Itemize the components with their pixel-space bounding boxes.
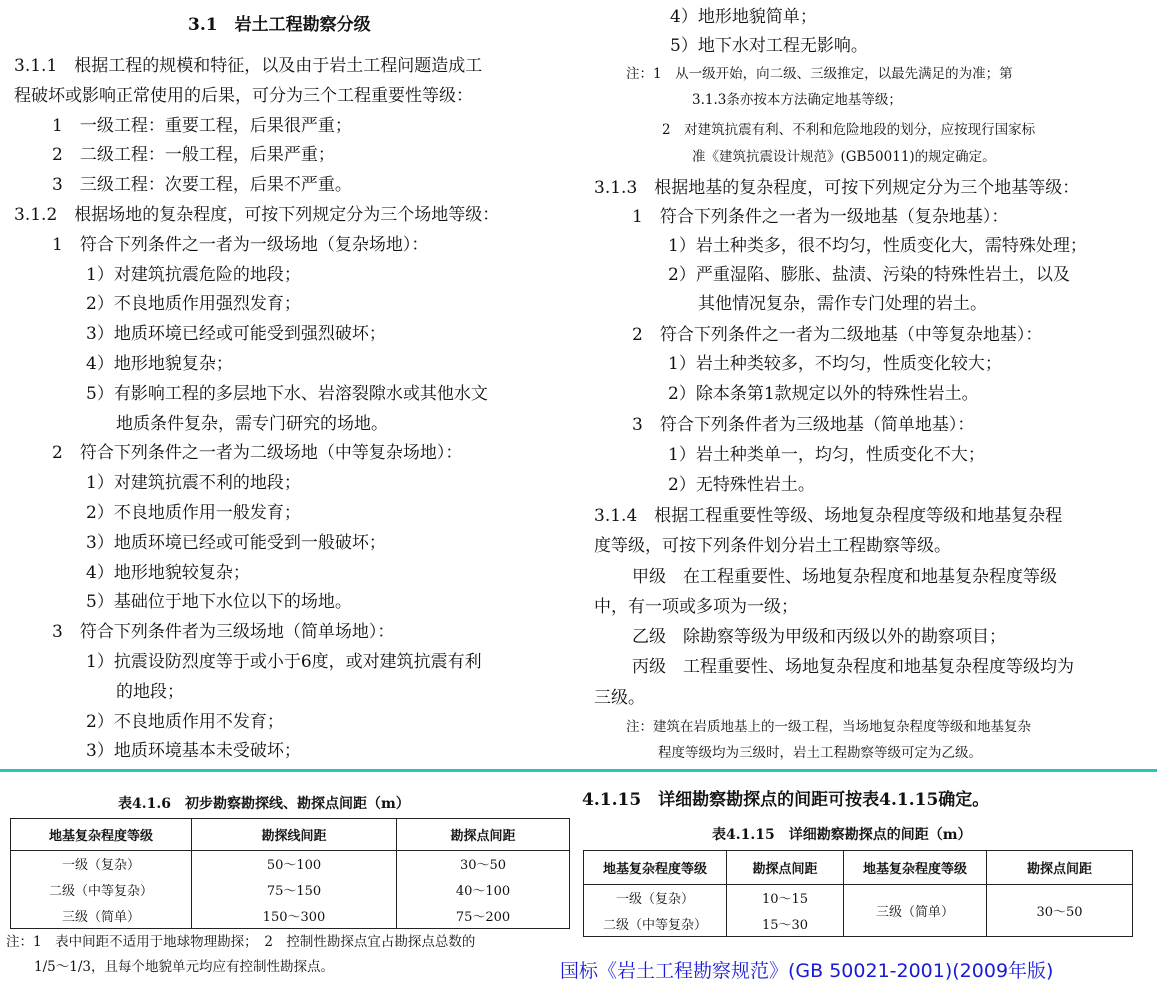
table-416-note: 1/5～1/3，且每个地貌单元均应有控制性勘探点。	[34, 959, 334, 975]
text-line: 1）抗震设防烈度等于或小于6度，或对建筑抗震有利	[86, 652, 482, 672]
source-footer: 国标《岩土工程勘察规范》(GB 50021-2001)(2009年版)	[560, 960, 1054, 982]
note-line: 2 对建筑抗震有利、不利和危险地段的划分，应按现行国家标	[662, 122, 1036, 138]
text-line: 3 符合下列条件者为三级地基（简单地基）：	[632, 415, 975, 435]
text-line: 3.1.3 根据地基的复杂程度，可按下列规定分为三个地基等级：	[594, 178, 1080, 198]
text-line: 1 一级工程：重要工程，后果很严重；	[52, 115, 352, 136]
table-416-cell: 一级（复杂）	[11, 851, 192, 877]
table-416-note: 注：1 表中间距不适用于地球物理勘探； 2 控制性勘探点宜占勘探点总数的	[6, 934, 476, 950]
text-line: 5）有影响工程的多层地下水、岩溶裂隙水或其他水文	[86, 383, 488, 404]
text-line: 2）无特殊性岩土。	[668, 475, 815, 495]
section-title: 3.1 岩土工程勘察分级	[188, 15, 371, 35]
text-line: 5）地下水对工程无影响。	[670, 36, 868, 56]
table-416-cell: 75～150	[192, 877, 397, 903]
text-line: 3.1.2 根据场地的复杂程度，可按下列规定分为三个场地等级：	[14, 205, 500, 225]
text-line: 2 二级工程：一般工程，后果严重；	[52, 145, 335, 166]
text-line: 2）不良地质作用一般发育；	[86, 503, 301, 523]
text-line: 程破坏或影响正常使用的后果，可分为三个工程重要性等级：	[14, 85, 473, 106]
section-divider	[0, 769, 1157, 772]
text-line: 2）不良地质作用强烈发育；	[86, 294, 301, 315]
table-4115-header: 勘探点间距	[987, 851, 1133, 885]
note-line: 准《建筑抗震设计规范》(GB50011)的规定确定。	[692, 149, 996, 165]
note-line: 注：建筑在岩质地基上的一级工程，当场地复杂程度等级和地基复杂	[626, 719, 1031, 735]
table-4115-header: 地基复杂程度等级	[584, 851, 727, 885]
text-line: 地质条件复杂，需专门研究的场地。	[116, 413, 388, 434]
text-line: 3.1.1 根据工程的规模和特征，以及由于岩土工程问题造成工	[14, 56, 483, 76]
text-line: 1 符合下列条件之一者为一级场地（复杂场地）：	[52, 234, 429, 255]
table-4115-header: 勘探点间距	[727, 851, 844, 885]
table-416-cell: 40～100	[397, 877, 570, 903]
text-line: 1）岩土种类较多，不均匀，性质变化较大；	[668, 354, 1002, 374]
table-416-cell: 75～200	[397, 903, 570, 929]
table-4115-cell: 三级（简单）	[844, 885, 987, 937]
text-line: 1 符合下列条件之一者为一级地基（复杂地基）：	[632, 207, 1009, 227]
text-line: 1）岩土种类单一，均匀，性质变化不大；	[668, 445, 985, 465]
text-line: 4）地形地貌简单；	[670, 7, 817, 27]
clause-4-1-15: 4.1.15 详细勘察勘探点的间距可按表4.1.15确定。	[582, 790, 990, 810]
table-416-cell: 三级（简单）	[11, 903, 192, 929]
text-line: 3.1.4 根据工程重要性等级、场地复杂程度等级和地基复杂程	[594, 506, 1063, 526]
text-line: 3）地质环境已经或可能受到一般破坏；	[86, 532, 386, 553]
text-line: 中，有一项或多项为一级；	[594, 597, 798, 617]
table-416-cell: 30～50	[397, 851, 570, 877]
table-4115-cell: 一级（复杂）	[584, 885, 727, 911]
text-line: 三级。	[594, 688, 645, 708]
text-line: 乙级 除勘察等级为甲级和丙级以外的勘察项目；	[632, 627, 1006, 647]
table-416-cell: 150～300	[192, 903, 397, 929]
text-line: 3 三级工程：次要工程，后果不严重。	[52, 175, 352, 196]
text-line: 1）岩土种类多，很不均匀，性质变化大，需特殊处理；	[668, 236, 1087, 256]
text-line: 其他情况复杂，需作专门处理的岩土。	[698, 294, 987, 314]
text-line: 5）基础位于地下水位以下的场地。	[86, 592, 352, 613]
text-line: 2）严重湿陷、膨胀、盐渍、污染的特殊性岩土，以及	[668, 265, 1070, 285]
text-line: 4）地形地貌复杂；	[86, 354, 233, 374]
table-4115-header: 地基复杂程度等级	[844, 851, 987, 885]
text-line: 的地段；	[116, 681, 184, 702]
table-4115-cell: 30～50	[987, 885, 1133, 937]
table-4115-caption: 表4.1.15 详细勘察勘探点的间距（m）	[712, 827, 972, 843]
table-416-header: 勘探线间距	[192, 819, 397, 851]
table-4115-cell: 10～15	[727, 885, 844, 911]
text-line: 3 符合下列条件者为三级场地（简单场地）：	[52, 622, 395, 643]
text-line: 1）对建筑抗震危险的地段；	[86, 264, 301, 285]
note-line: 3.1.3条亦按本方法确定地基等级；	[692, 92, 902, 108]
table-4115-cell: 15～30	[727, 911, 844, 937]
text-line: 2）不良地质作用不发育；	[86, 711, 284, 732]
table-416	[10, 818, 570, 929]
table-416-header: 地基复杂程度等级	[11, 819, 192, 851]
text-line: 丙级 工程重要性、场地复杂程度和地基复杂程度等级均为	[632, 657, 1074, 677]
table-416-cell: 二级（中等复杂）	[11, 877, 192, 903]
table-4115-cell: 二级（中等复杂）	[584, 911, 727, 937]
table-416-cell: 50～100	[192, 851, 397, 877]
table-416-caption: 表4.1.6 初步勘察勘探线、勘探点间距（m）	[118, 796, 410, 812]
text-line: 3）地质环境已经或可能受到强烈破坏；	[86, 324, 386, 345]
text-line: 4）地形地貌较复杂；	[86, 562, 250, 583]
text-line: 1）对建筑抗震不利的地段；	[86, 473, 301, 494]
text-line: 度等级，可按下列条件划分岩土工程勘察等级。	[594, 536, 951, 556]
text-line: 2 符合下列条件之一者为二级场地（中等复杂场地）：	[52, 443, 463, 464]
text-line: 3）地质环境基本未受破坏；	[86, 741, 301, 762]
table-4115	[583, 850, 1133, 937]
table-416-header: 勘探点间距	[397, 819, 570, 851]
text-line: 甲级 在工程重要性、场地复杂程度和地基复杂程度等级	[632, 567, 1057, 587]
note-line: 程度等级均为三级时，岩土工程勘察等级可定为乙级。	[658, 745, 982, 761]
text-line: 2）除本条第1款规定以外的特殊性岩土。	[668, 384, 979, 404]
text-line: 2 符合下列条件之一者为二级地基（中等复杂地基）：	[632, 325, 1043, 345]
note-line: 注：1 从一级开始，向二级、三级推定，以最先满足的为准；第	[626, 66, 1013, 82]
